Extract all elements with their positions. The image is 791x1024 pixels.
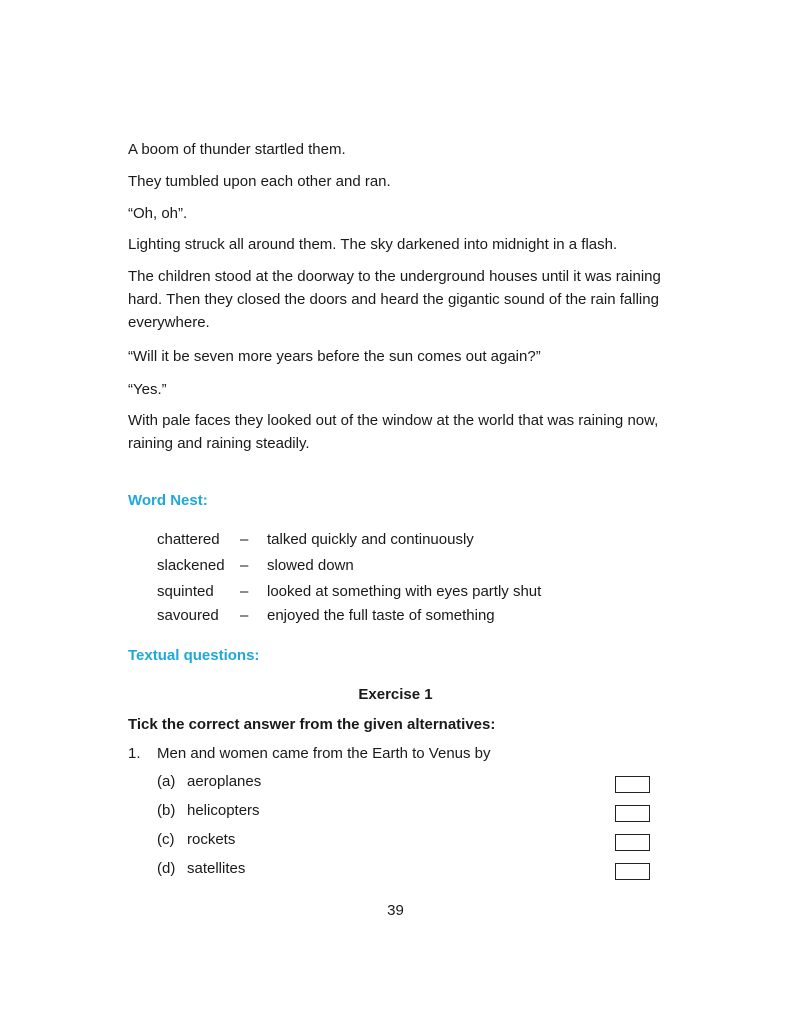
word-nest-dash: –	[240, 531, 249, 548]
word-nest-meaning: talked quickly and continuously	[267, 531, 474, 548]
option-label: (b)	[157, 802, 176, 819]
exercise-instruction: Tick the correct answer from the given alternatives:	[128, 716, 496, 733]
option-label: (c)	[157, 831, 175, 848]
story-paragraph: They tumbled upon each other and ran.	[128, 173, 391, 190]
answer-option	[157, 773, 657, 793]
option-text: satellites	[187, 860, 246, 877]
exercise-title: Exercise 1	[358, 686, 433, 703]
word-nest-entry	[157, 530, 607, 550]
option-label: (a)	[157, 773, 176, 790]
textual-questions-heading: Textual questions:	[128, 647, 260, 664]
answer-option	[157, 802, 657, 822]
story-paragraph: Lighting struck all around them. The sky darkened into midnight in a flash.	[128, 236, 618, 253]
option-text: helicopters	[187, 802, 260, 819]
option-text: rockets	[187, 831, 236, 848]
story-paragraph: “Oh, oh”.	[128, 205, 188, 222]
word-nest-dash: –	[240, 557, 249, 574]
word-nest-dash: –	[240, 607, 249, 624]
story-paragraph: “Yes.”	[128, 381, 167, 398]
answer-option	[157, 831, 657, 851]
page-number: 39	[387, 902, 404, 919]
word-nest-dash: –	[240, 583, 249, 600]
tick-box[interactable]	[615, 834, 650, 851]
question-number: 1.	[128, 745, 141, 762]
story-paragraph: A boom of thunder startled them.	[128, 141, 346, 158]
word-nest-entry	[157, 556, 607, 576]
tick-box[interactable]	[615, 805, 650, 822]
tick-box[interactable]	[615, 863, 650, 880]
word-nest-meaning: slowed down	[267, 557, 354, 574]
question-text: Men and women came from the Earth to Venus by	[157, 745, 491, 762]
story-paragraph: “Will it be seven more years before the sun comes out again?”	[128, 348, 541, 365]
story-paragraph: The children stood at the doorway to the underground houses until it was raining hard. Then they closed the doors and heard the gigantic sound of the rain falling everywhere.	[128, 268, 661, 331]
word-nest-entry	[157, 606, 607, 626]
word-nest-word: chattered	[157, 531, 220, 548]
option-label: (d)	[157, 860, 176, 877]
story-paragraph: With pale faces they looked out of the window at the world that was raining now, raining and raining steadily.	[128, 412, 659, 452]
answer-option	[157, 860, 657, 880]
word-nest-entry	[157, 582, 607, 602]
word-nest-word: slackened	[157, 557, 225, 574]
word-nest-word: squinted	[157, 583, 214, 600]
tick-box[interactable]	[615, 776, 650, 793]
word-nest-meaning: enjoyed the full taste of something	[267, 607, 495, 624]
word-nest-heading: Word Nest:	[128, 492, 208, 509]
word-nest-word: savoured	[157, 607, 219, 624]
option-text: aeroplanes	[187, 773, 262, 790]
word-nest-meaning: looked at something with eyes partly shut	[267, 583, 542, 600]
